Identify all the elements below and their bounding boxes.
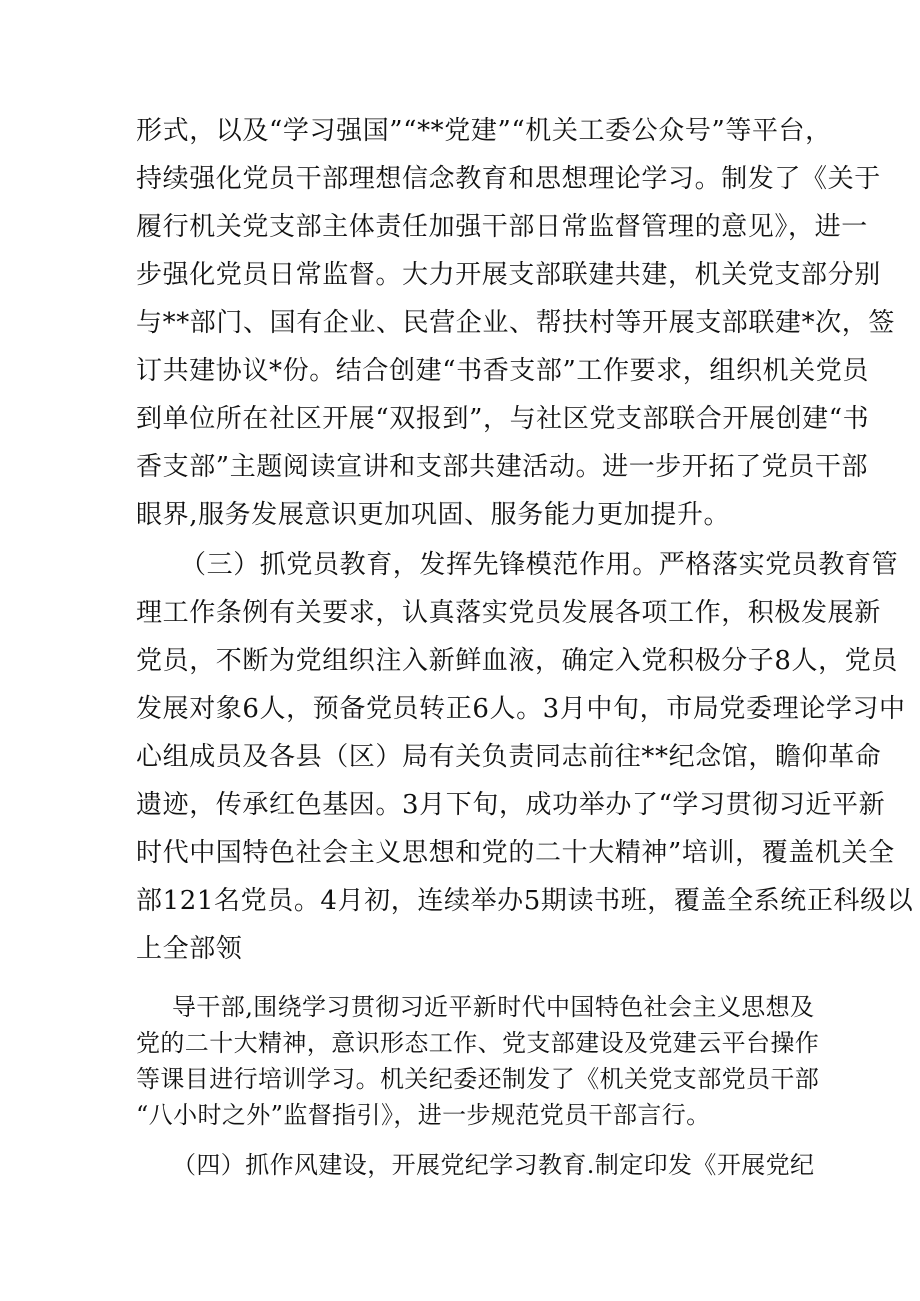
paragraph-2-line-6: 遗迹，传承红色基因。3月下旬，成功举办了“学习贯彻习近平新 — [136, 790, 886, 820]
paragraph-1-line-3: 履行机关党支部主体责任加强干部日常监督管理的意见》，进一 — [136, 212, 868, 242]
paragraph-2-line-3: 党员，不断为党组织注入新鲜血液，确定入党积极分子8人，党员 — [136, 646, 898, 676]
paragraph-1-line-1: 形式，以及“学习强国”“**党建”“机关工委公众号”等平台， — [136, 116, 832, 146]
paragraph-2-line-9: 上全部领 — [136, 934, 243, 964]
paragraph-3-line-2: 党的二十大精神，意识形态工作、党支部建设及党建云平台操作 — [136, 1029, 820, 1057]
paragraph-2-line-8: 部121名党员。4月初，连续举办5期读书班，覆盖全系统正科级以 — [136, 886, 914, 916]
paragraph-2-line-5: 心组成员及各县（区）局有关负责同志前往**纪念馆，瞻仰革命 — [136, 742, 882, 772]
paragraph-3-line-3: 等课目进行培训学习。机关纪委还制发了《机关党支部党员干部 — [136, 1065, 820, 1093]
paragraph-1-line-8: 香支部”主题阅读宣讲和支部共建活动。进一步开拓了党员干部 — [136, 452, 869, 482]
paragraph-1-line-9: 眼界,服务发展意识更加巩固、服务能力更加提升。 — [136, 500, 731, 530]
paragraph-1-line-6: 订共建协议*份。结合创建“书香支部”工作要求，组织机关党员 — [136, 356, 869, 386]
paragraph-3-line-4: “八小时之外”监督指引》，进一步规范党员干部言行。 — [136, 1101, 711, 1129]
paragraph-1-line-2: 持续强化党员干部理想信念教育和思想理论学习。制发了《关于 — [136, 164, 881, 194]
paragraph-2-line-7: 时代中国特色社会主义思想和党的二十大精神”培训，覆盖机关全 — [136, 838, 895, 868]
paragraph-1-line-7: 到单位所在社区开展“双报到”，与社区党支部联合开展创建“书 — [136, 404, 870, 434]
paragraph-2-line-1: （三）抓党员教育，发挥先锋模范作用。严格落实党员教育管 — [180, 550, 899, 580]
paragraph-1-line-5: 与**部门、国有企业、民营企业、帮扶村等开展支部联建*次，签 — [136, 308, 896, 338]
paragraph-1-line-4: 步强化党员日常监督。大力开展支部联建共建，机关党支部分别 — [136, 260, 881, 290]
paragraph-4-line-1: （四）抓作风建设，开展党纪学习教育.制定印发《开展党纪 — [172, 1151, 815, 1179]
paragraph-2-line-2: 理工作条例有关要求，认真落实党员发展各项工作，积极发展新 — [136, 598, 881, 628]
paragraph-2-line-4: 发展对象6人，预备党员转正6人。3月中旬，市局党委理论学习中 — [136, 694, 906, 724]
paragraph-3-line-1: 导干部,围绕学习贯彻习近平新时代中国特色社会主义思想及 — [172, 993, 815, 1021]
